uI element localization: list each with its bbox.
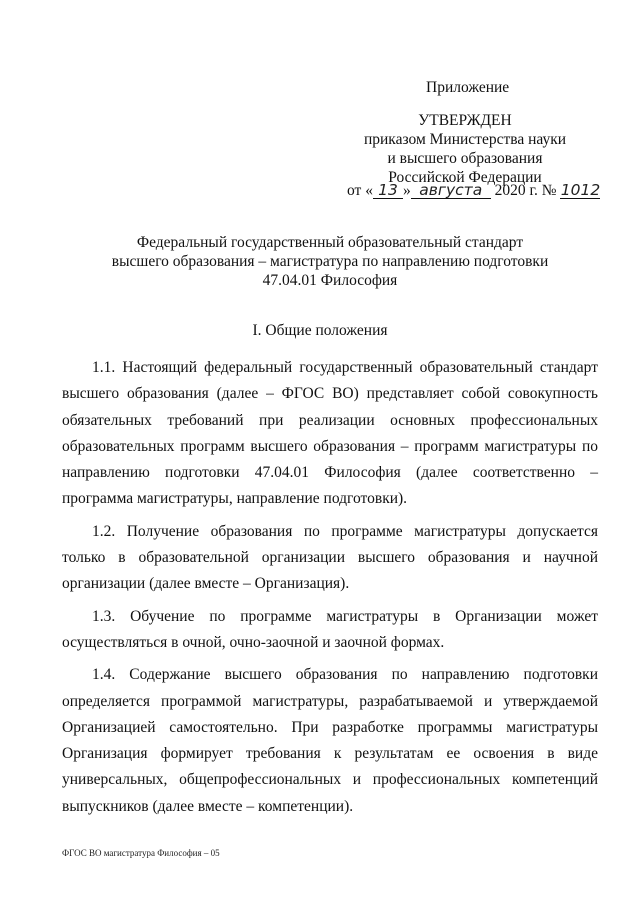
approval-line-1: приказом Министерства науки <box>363 131 567 148</box>
standard-title <box>80 233 580 290</box>
order-year: 2020 г. № <box>494 182 557 199</box>
order-date-number-line <box>347 182 600 200</box>
order-mid: » <box>402 182 411 199</box>
order-prefix: от « <box>347 182 373 199</box>
approval-line-2: и высшего образования <box>387 150 543 167</box>
paragraph-1-2: 1.2. Получение образования по программе магистратуры допускается только в образовательной организации высшего образования и научной организации (далее вместе – Организация). <box>62 522 598 593</box>
page-footer: ФГОС ВО магистратура Философия – 05 <box>62 848 220 858</box>
order-month: августа <box>411 182 491 199</box>
standard-title-line-3: 47.04.01 Философия <box>262 272 398 289</box>
document-body <box>62 355 598 826</box>
section-heading: I. Общие положения <box>252 322 388 339</box>
order-day: 13 <box>373 182 403 199</box>
paragraph-1-4: 1.4. Содержание высшего образования по направлению подготовки определяется программой магистратуры, разрабатываемой и утверждаемой Организацией самостоятельно. При разработке программы магистратуры Организация формирует требования к результатам ее освоения в виде универсальных, общепрофессиональных и профессиональных компетенций выпускников (далее вместе – компетенции). <box>62 666 598 815</box>
paragraph-1-1: 1.1. Настоящий федеральный государственный образовательный стандарт высшего образования (далее – ФГОС ВО) представляет собой совокупность обязательных требований при реализации основных профессиональных образовательных программ высшего образования – программ магистратуры по направлению подготовки 47.04.01 Философия (далее соответственно – программа магистратуры, направление подготовки). <box>62 359 598 508</box>
approval-line-3: Российской Федерации <box>388 169 542 186</box>
standard-title-line-2: высшего образования – магистратура по направлению подготовки <box>111 253 549 270</box>
appendix-label: Приложение <box>426 79 510 96</box>
order-number: 1012 <box>560 181 601 199</box>
standard-title-line-1: Федеральный государственный образовательный стандарт <box>136 234 524 251</box>
approved-label: УТВЕРЖДЕН <box>418 112 512 129</box>
paragraph-1-3: 1.3. Обучение по программе магистратуры в Организации может осуществляться в очной, очно-заочной и заочной формах. <box>62 607 598 651</box>
